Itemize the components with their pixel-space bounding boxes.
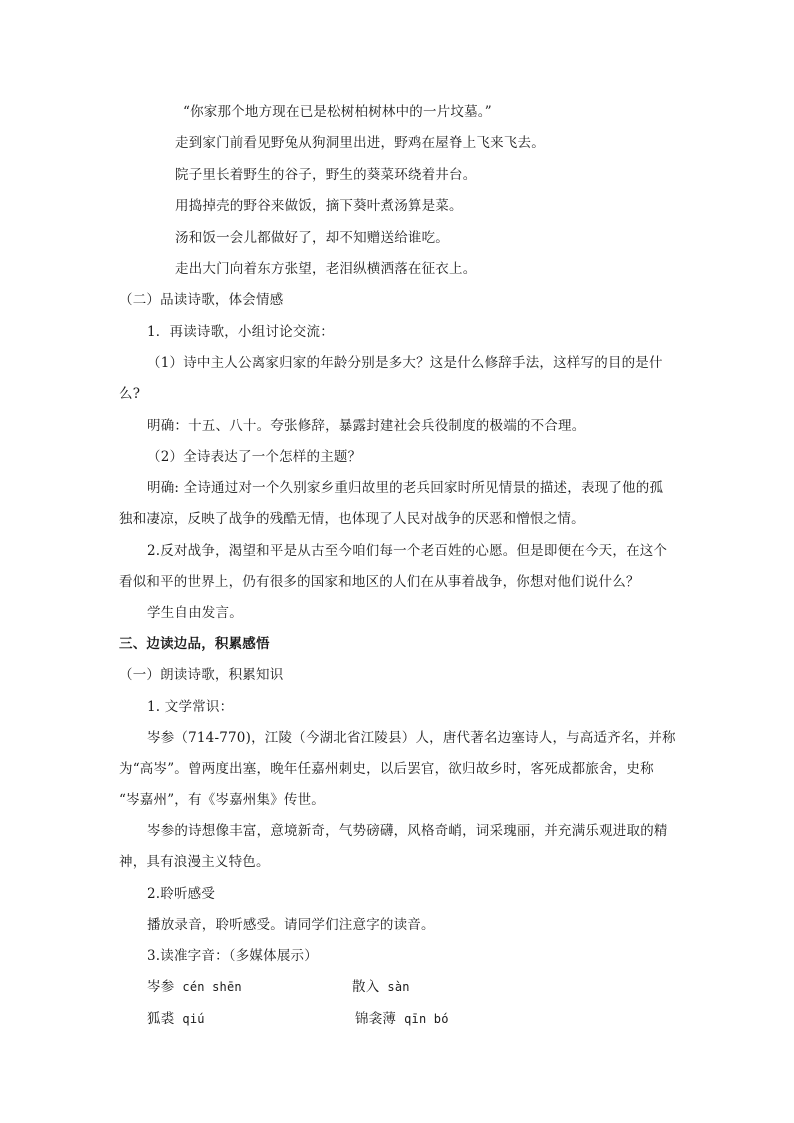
pronunciation-item [355, 1009, 449, 1029]
section2-heading: （二）品读诗歌，体会情感 [119, 292, 284, 308]
word-text: 狐裘 [147, 1011, 175, 1027]
section3-item3: 3.读准字音：（多媒体展示） [147, 948, 318, 964]
pronunciation-item [352, 977, 410, 997]
answer2-line2: 独和凄凉，反映了战争的残酷无情，也体现了人民对战争的厌恶和憎恨之情。 [119, 511, 585, 527]
section2-item1: 1．再读诗歌，小组讨论交流： [147, 324, 334, 340]
section3-item2: 2.聆听感受 [147, 886, 216, 902]
answer2-line1: 明确: 全诗通过对一个久别家乡重归故里的老兵回家时所见情景的描述，表现了他的孤 [147, 480, 664, 496]
poetry-style-line2: 神，具有浪漫主义特色。 [119, 854, 270, 870]
translation-line-5: 汤和饭一会儿都做好了，却不知赠送给谁吃。 [175, 230, 449, 246]
word-pinyin: qīn bó [404, 1012, 449, 1026]
pronunciation-item [147, 977, 242, 997]
answer1: 明确：十五、八十。夸张修辞，暴露封建社会兵役制度的极端的不合理。 [147, 418, 586, 434]
author-bio-line2: 为“高岑”。曾两度出塞，晚年任嘉州刺史，以后罢官，欲归故乡时，客死成都旅舍，史称 [119, 761, 654, 777]
section3-item1: 1. 文学常识： [147, 699, 234, 715]
word-pinyin: qiú [182, 1012, 205, 1026]
pronunciation-item [147, 1009, 205, 1029]
translation-line-6: 走出大门向着东方张望，老泪纵横洒落在征衣上。 [175, 261, 477, 277]
author-bio-line3: “岑嘉州”，有《岑嘉州集》传世。 [119, 792, 326, 808]
word-text: 散入 [352, 979, 380, 995]
section2-item2-line1: 2.反对战争，渴望和平是从古至今咱们每一个老百姓的心愿。但是即便在今天，在这个 [147, 543, 668, 559]
word-pinyin: sàn [387, 980, 410, 994]
question2: （2）全诗表达了一个怎样的主题？ [147, 449, 362, 465]
poetry-style-line1: 岑参的诗想像丰富，意境新奇，气势磅礴，风格奇峭，词采瑰丽，并充满乐观进取的精 [147, 823, 668, 839]
word-text: 锦衾薄 [355, 1011, 397, 1027]
translation-line-4: 用捣掉壳的野谷来做饭，摘下葵叶煮汤算是菜。 [175, 198, 463, 214]
student-response: 学生自由发言。 [147, 605, 243, 621]
translation-line-3: 院子里长着野生的谷子，野生的葵菜环绕着井台。 [175, 167, 477, 183]
author-bio-line1: 岑参（714-770)，江陵（今湖北省江陵县）人，唐代著名边塞诗人，与高适齐名，并称 [147, 730, 676, 746]
translation-line-1: “你家那个地方现在已是松树柏树林中的一片坟墓。” [183, 104, 492, 120]
question1-line1: （1）诗中主人公离家归家的年龄分别是多大？这是什么修辞手法，这样写的目的是什 [147, 355, 663, 371]
section3-item2-text: 播放录音，聆听感受。请同学们注意字的读音。 [147, 917, 435, 933]
translation-line-2: 走到家门前看见野兔从狗洞里出进，野鸡在屋脊上飞来飞去。 [175, 135, 545, 151]
question1-line2: 么? [119, 386, 141, 402]
section2-item2-line2: 看似和平的世界上，仍有很多的国家和地区的人们在从事着战争，你想对他们说什么？ [119, 574, 640, 590]
section3-heading: 三、边读边品，积累感悟 [119, 636, 270, 652]
word-pinyin: cén shēn [182, 980, 242, 994]
section3-sub1: （一）朗读诗歌，积累知识 [119, 667, 284, 683]
word-text: 岑参 [147, 979, 175, 995]
